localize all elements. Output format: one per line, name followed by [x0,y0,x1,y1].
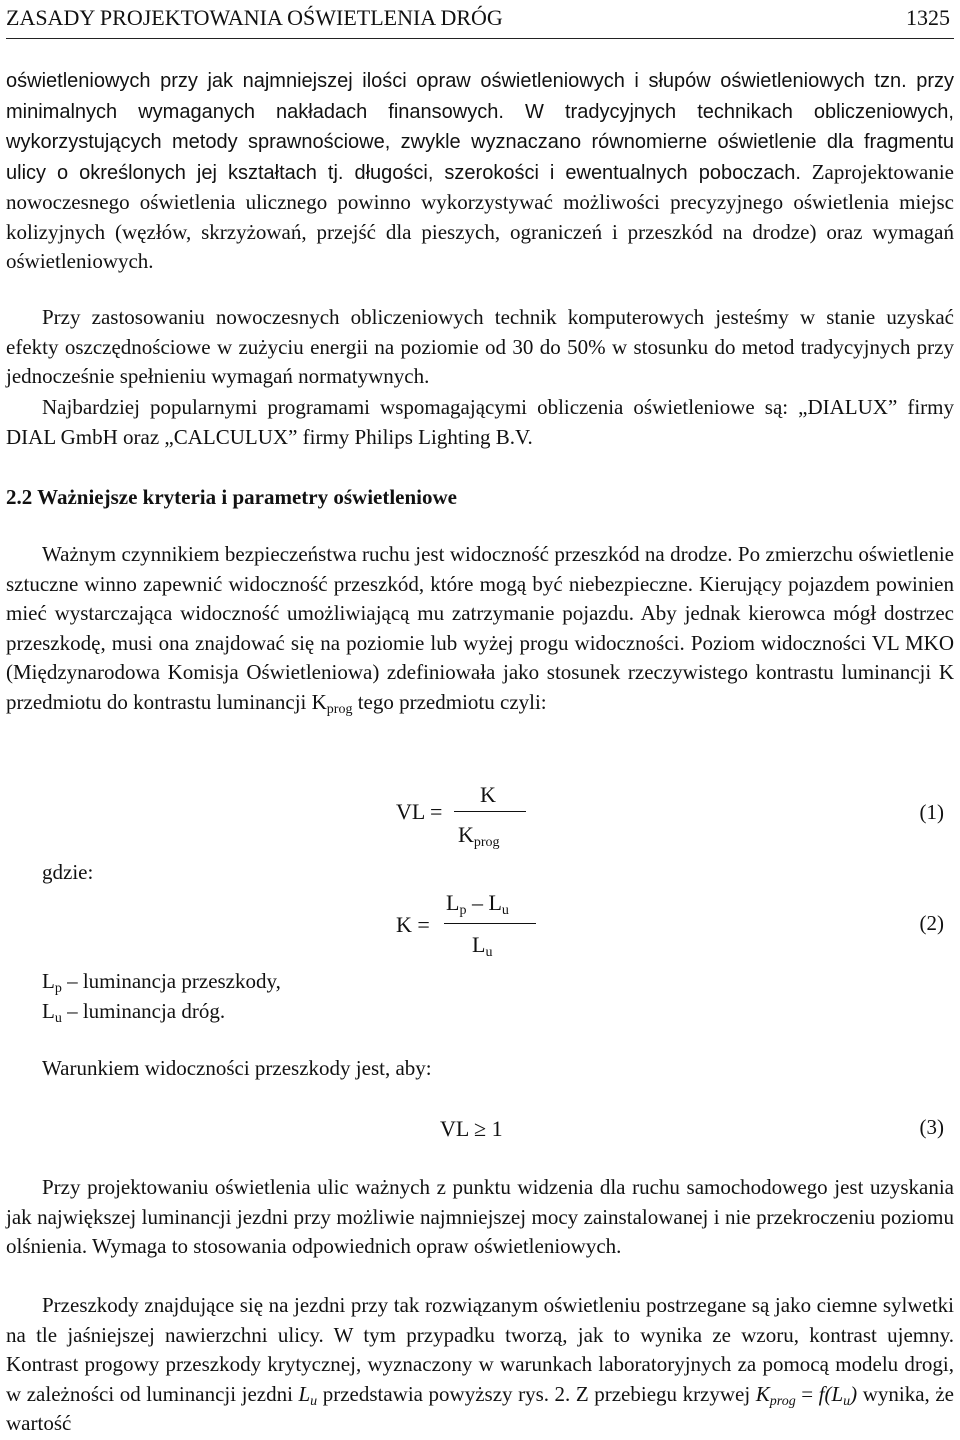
paragraph-1-sans-text: oświetleniowych przy jak najmniejszej ilości opraw oświetleniowych i słupów oświetleniowych tzn. przy minimalnych wymaganych nakładach finansowych. W tradycyjnych technikach obliczeniowych, wykorzystujących metody sprawnościowe, zwykle wyznaczano równomierne oświetlenie dla fragmentu ulicy o określonych jej kształtach tj. długości, szerokości i ewentualnych poboczach. [6,70,954,184]
running-title: ZASADY PROJEKTOWANIA OŚWIETLENIA DRÓG [6,5,503,30]
paragraph-4-text: Ważnym czynnikiem bezpieczeństwa ruchu jest widoczność przeszkód na drodze. Po zmierzchu oświetlenie sztuczne winno zapewnić widoczność przeszkód, które mogą być niebezpieczne. Kierujący pojazdem powinien mieć wystarczająca widoczność umożliwiającą mu zatrzymanie pojazdu. Aby jednak kierowca mógł dostrzec przeszkodę, musi ona znajdować się na poziomie lub wyżej progu widoczności. Poziom widoczności VL MKO (Międzynarodowa Komisja Oświetleniowa) zdefiniowała jako stosunek rzeczywistego kontrastu luminancji K przedmiotu do kontrastu luminancji K [6,542,954,714]
equation-2-denominator [472,932,492,958]
paragraph-7-lu: L [298,1381,311,1406]
paragraph-1 [6,66,954,277]
definition-lu-sub: u [54,1011,62,1026]
equation-3-number: (3) [919,1115,944,1139]
paragraph-7-equals: = [795,1381,819,1406]
definition-lp [42,966,281,996]
paragraph-7-f-sub: u [843,1393,851,1409]
equation-1-lhs: VL = [396,799,443,824]
equation-2-num-b-sub: u [501,903,509,918]
paragraph-7-k: K [755,1381,770,1406]
equation-2-minus: – [466,890,489,915]
equation-2-num-a: L [446,890,460,915]
visibility-condition-text: Warunkiem widoczności przeszkody jest, aby: [42,1056,432,1080]
paragraph-7-f: f(L [818,1381,844,1406]
paragraph-4-end: tego przedmiotu czyli: [352,689,547,714]
equation-2-number: (2) [919,911,944,935]
page-header [6,4,954,32]
equation-1-den-symbol: K [458,822,474,847]
equation-1-denominator [458,822,500,848]
equation-3: VL ≥ 1 [440,1116,503,1141]
paragraph-1-serif-text: Zaprojektowanie nowoczesnego oświetlenia ulicznego powinno wykorzystywać możliwości precyzyjnego oświetlenia miejsc kolizyjnych (węzłów, skrzyżowań, przejść dla pieszych, ograniczeń i przeszkód na drodze) oraz wymagań oświetleniowych. [6,159,954,273]
definition-lp-text: – luminancja przeszkody, [61,969,281,993]
equation-1-numerator: K [480,782,496,807]
equation-1-number: (1) [919,800,944,824]
paragraph-7 [6,1291,954,1439]
section-heading: 2.2 Ważniejsze kryteria i parametry oświetleniowe [6,485,457,509]
header-rule [6,38,954,39]
paragraph-7-text-b: przedstawia powyższy rys. 2. Z przebiegu krzywej [317,1381,756,1406]
definition-lu [42,996,225,1026]
paragraph-7-k-sub: prog [769,1393,796,1409]
equation-2-den-symbol: L [472,932,486,957]
gdzie-label: gdzie: [42,860,94,884]
page-number: 1325 [906,5,950,30]
paragraph-7-lu-sub: u [310,1393,318,1409]
definition-lu-symbol: L [42,999,55,1023]
paragraph-2: Przy zastosowaniu nowoczesnych obliczeniowych technik komputerowych jesteśmy w stanie uzyskać efekty oszczędnościowe w zużyciu energii na poziomie od 30 do 50% w stosunku do metod tradycyjnych przy jednocześnie spełnieniu wymagań normatywnych. [6,305,954,388]
definition-lp-sub: p [54,981,62,996]
paragraph-7-text-a: Przeszkody znajdujące się na jezdni przy tak rozwiązanym oświetleniu postrzegane są jako ciemne sylwetki na tle jaśniejszej nawierzchni ulicy. W tym przypadku tworzą, jak to wynika ze wzoru, kontrast ujemny. Kontrast progowy przeszkody krytycznej, wyznaczony w warunkach laboratoryjnych za pomocą modelu drogi, w zależności od luminancji jezdni [6,1293,954,1406]
equation-2-lhs: K = [396,912,430,937]
paragraph-4 [6,540,954,717]
equation-1-fraction-bar [454,811,526,812]
equation-2-numerator [446,890,509,916]
equation-2-den-sub: u [485,945,493,960]
equation-2-num-b: L [488,890,502,915]
equation-2-num-a-sub: p [459,903,467,918]
equation-2-fraction-bar [444,923,536,924]
paragraph-7-f-end: ) [850,1381,858,1406]
definition-lu-text: – luminancja dróg. [61,999,226,1023]
paragraph-6: Przy projektowaniu oświetlenia ulic ważnych z punktu widzenia dla ruchu samochodowego jest uzyskania jak największej luminancji jezdni przy możliwie najmniejszej mocy zainstalowanej i nie przekroczeniu poziomu olśnienia. Wymaga to stosowania odpowiednich opraw oświetleniowych. [6,1175,954,1258]
definition-lp-symbol: L [42,969,55,993]
paragraph-3: Najbardziej popularnymi programami wspomagającymi obliczenia oświetleniowe są: „DIALUX” firmy DIAL GmbH oraz „CALCULUX” firmy Philips Lighting B.V. [6,395,954,449]
paragraph-7-text-d: wynika, że wartość [6,1381,954,1435]
equation-1-den-sub: prog [473,835,500,850]
subscript-prog: prog [326,701,353,717]
